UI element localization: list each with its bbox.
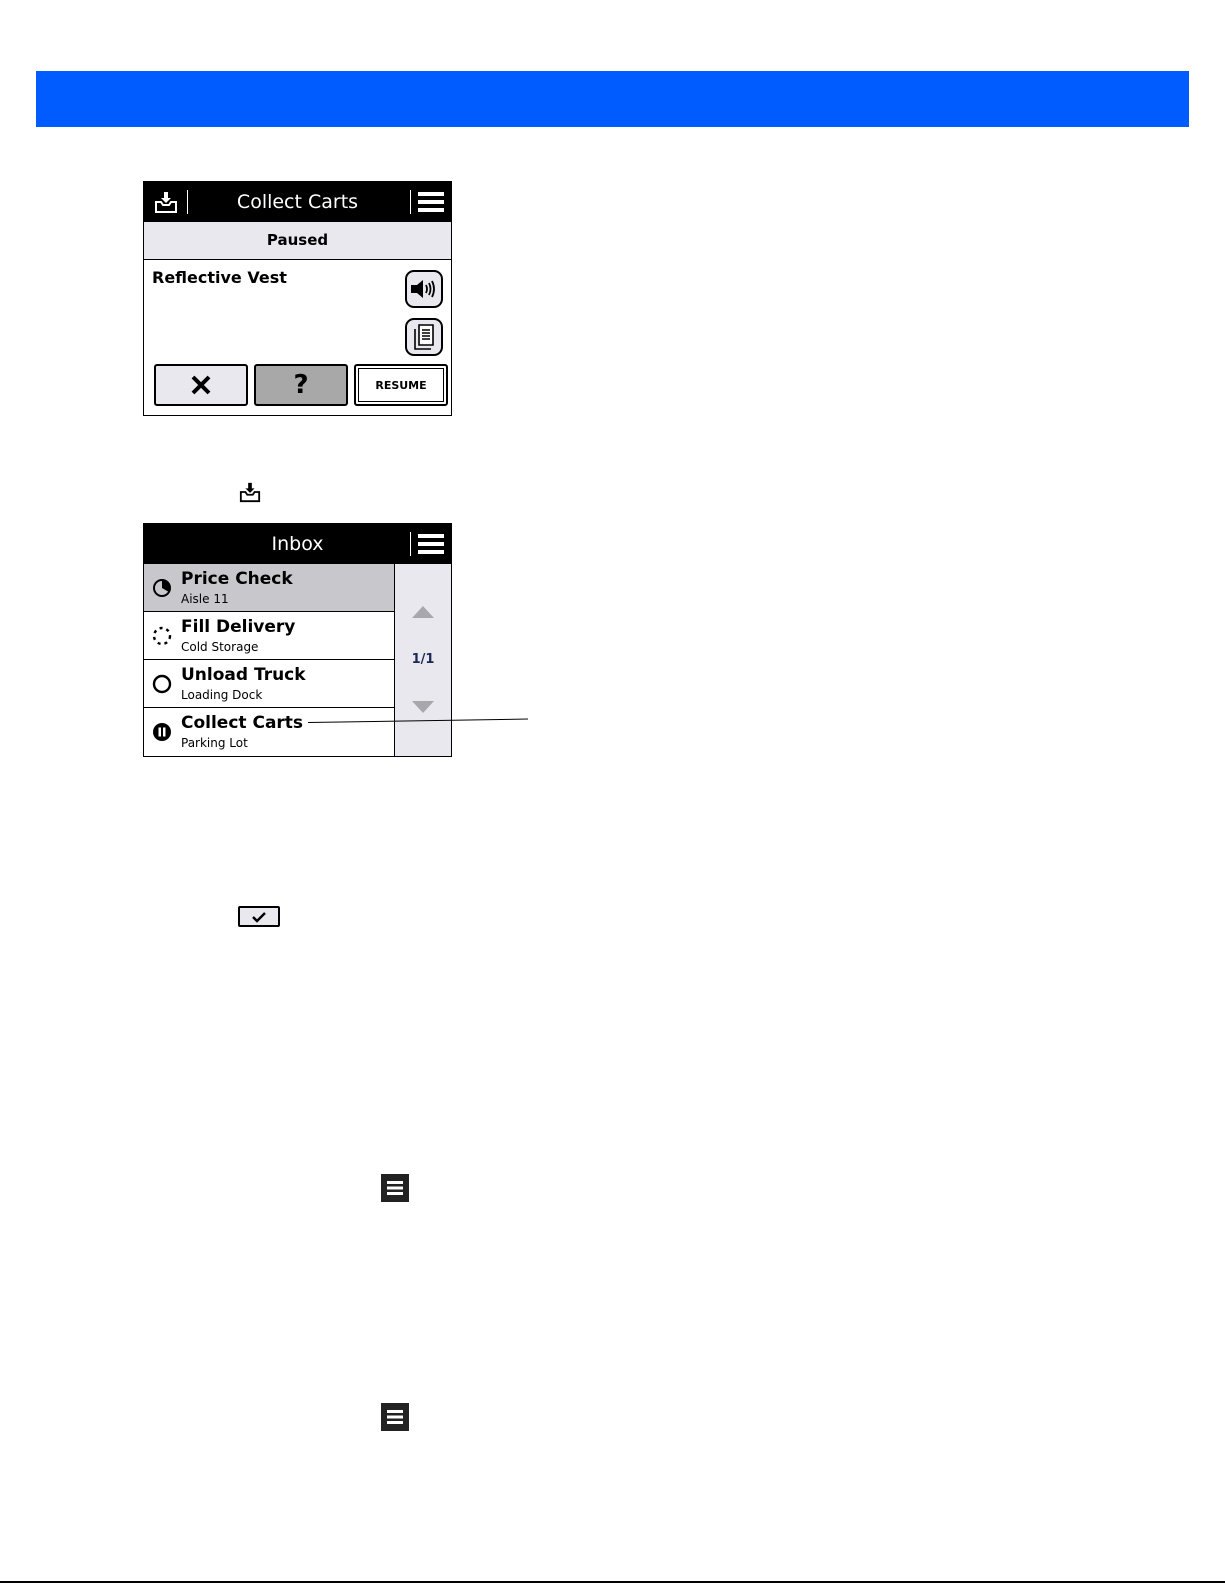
inbox-screen (143, 523, 452, 757)
list-item[interactable] (144, 708, 395, 756)
prompt-text: Reflective Vest (152, 268, 287, 287)
menu-icon (381, 1403, 409, 1431)
task-list (144, 564, 395, 756)
status-bar: Paused (144, 222, 451, 260)
divider (187, 190, 188, 214)
menu-icon (417, 533, 445, 555)
screen-title: Inbox (271, 533, 324, 555)
inbox-button[interactable] (144, 182, 187, 222)
title-bar (144, 524, 451, 564)
inbox-icon (153, 190, 179, 214)
notes-button[interactable] (405, 318, 443, 356)
task-name: Price Check (181, 569, 293, 589)
scroll-panel (395, 564, 451, 756)
task-location: Cold Storage (181, 640, 259, 654)
notes-icon (413, 324, 435, 350)
task-screen (143, 181, 452, 416)
task-name: Fill Delivery (181, 617, 296, 637)
resume-label: RESUME (358, 368, 444, 402)
cancel-button[interactable] (154, 364, 248, 406)
speak-button[interactable] (405, 270, 443, 308)
menu-icon (417, 191, 445, 213)
empty-circle-icon (152, 674, 172, 694)
task-name: Collect Carts (181, 713, 304, 733)
close-icon (190, 374, 212, 396)
list-item[interactable] (144, 612, 395, 660)
header-banner (36, 71, 1189, 127)
checkmark-button (238, 906, 280, 927)
menu-button[interactable] (411, 182, 451, 222)
checkmark-icon (252, 911, 266, 923)
pause-icon (152, 722, 172, 742)
help-button[interactable]: ? (254, 364, 348, 406)
task-location: Loading Dock (181, 688, 263, 702)
task-name: Unload Truck (181, 665, 306, 685)
speaker-icon (409, 278, 439, 300)
menu-icon (381, 1174, 409, 1202)
page-indicator: 1/1 (411, 652, 435, 667)
list-item[interactable] (144, 660, 395, 708)
menu-button[interactable] (411, 524, 451, 564)
list-item[interactable] (144, 564, 395, 612)
title-bar (144, 182, 451, 222)
inbox-icon (238, 481, 262, 503)
task-location: Parking Lot (181, 736, 248, 750)
dashed-circle-icon (152, 626, 172, 646)
scroll-up-icon[interactable] (412, 606, 434, 618)
partial-progress-icon (152, 578, 172, 598)
page-bottom-rule (0, 1581, 1225, 1583)
task-location: Aisle 11 (181, 592, 229, 606)
scroll-down-icon[interactable] (412, 701, 434, 713)
screen-title: Collect Carts (236, 191, 359, 213)
resume-button[interactable] (354, 364, 448, 406)
